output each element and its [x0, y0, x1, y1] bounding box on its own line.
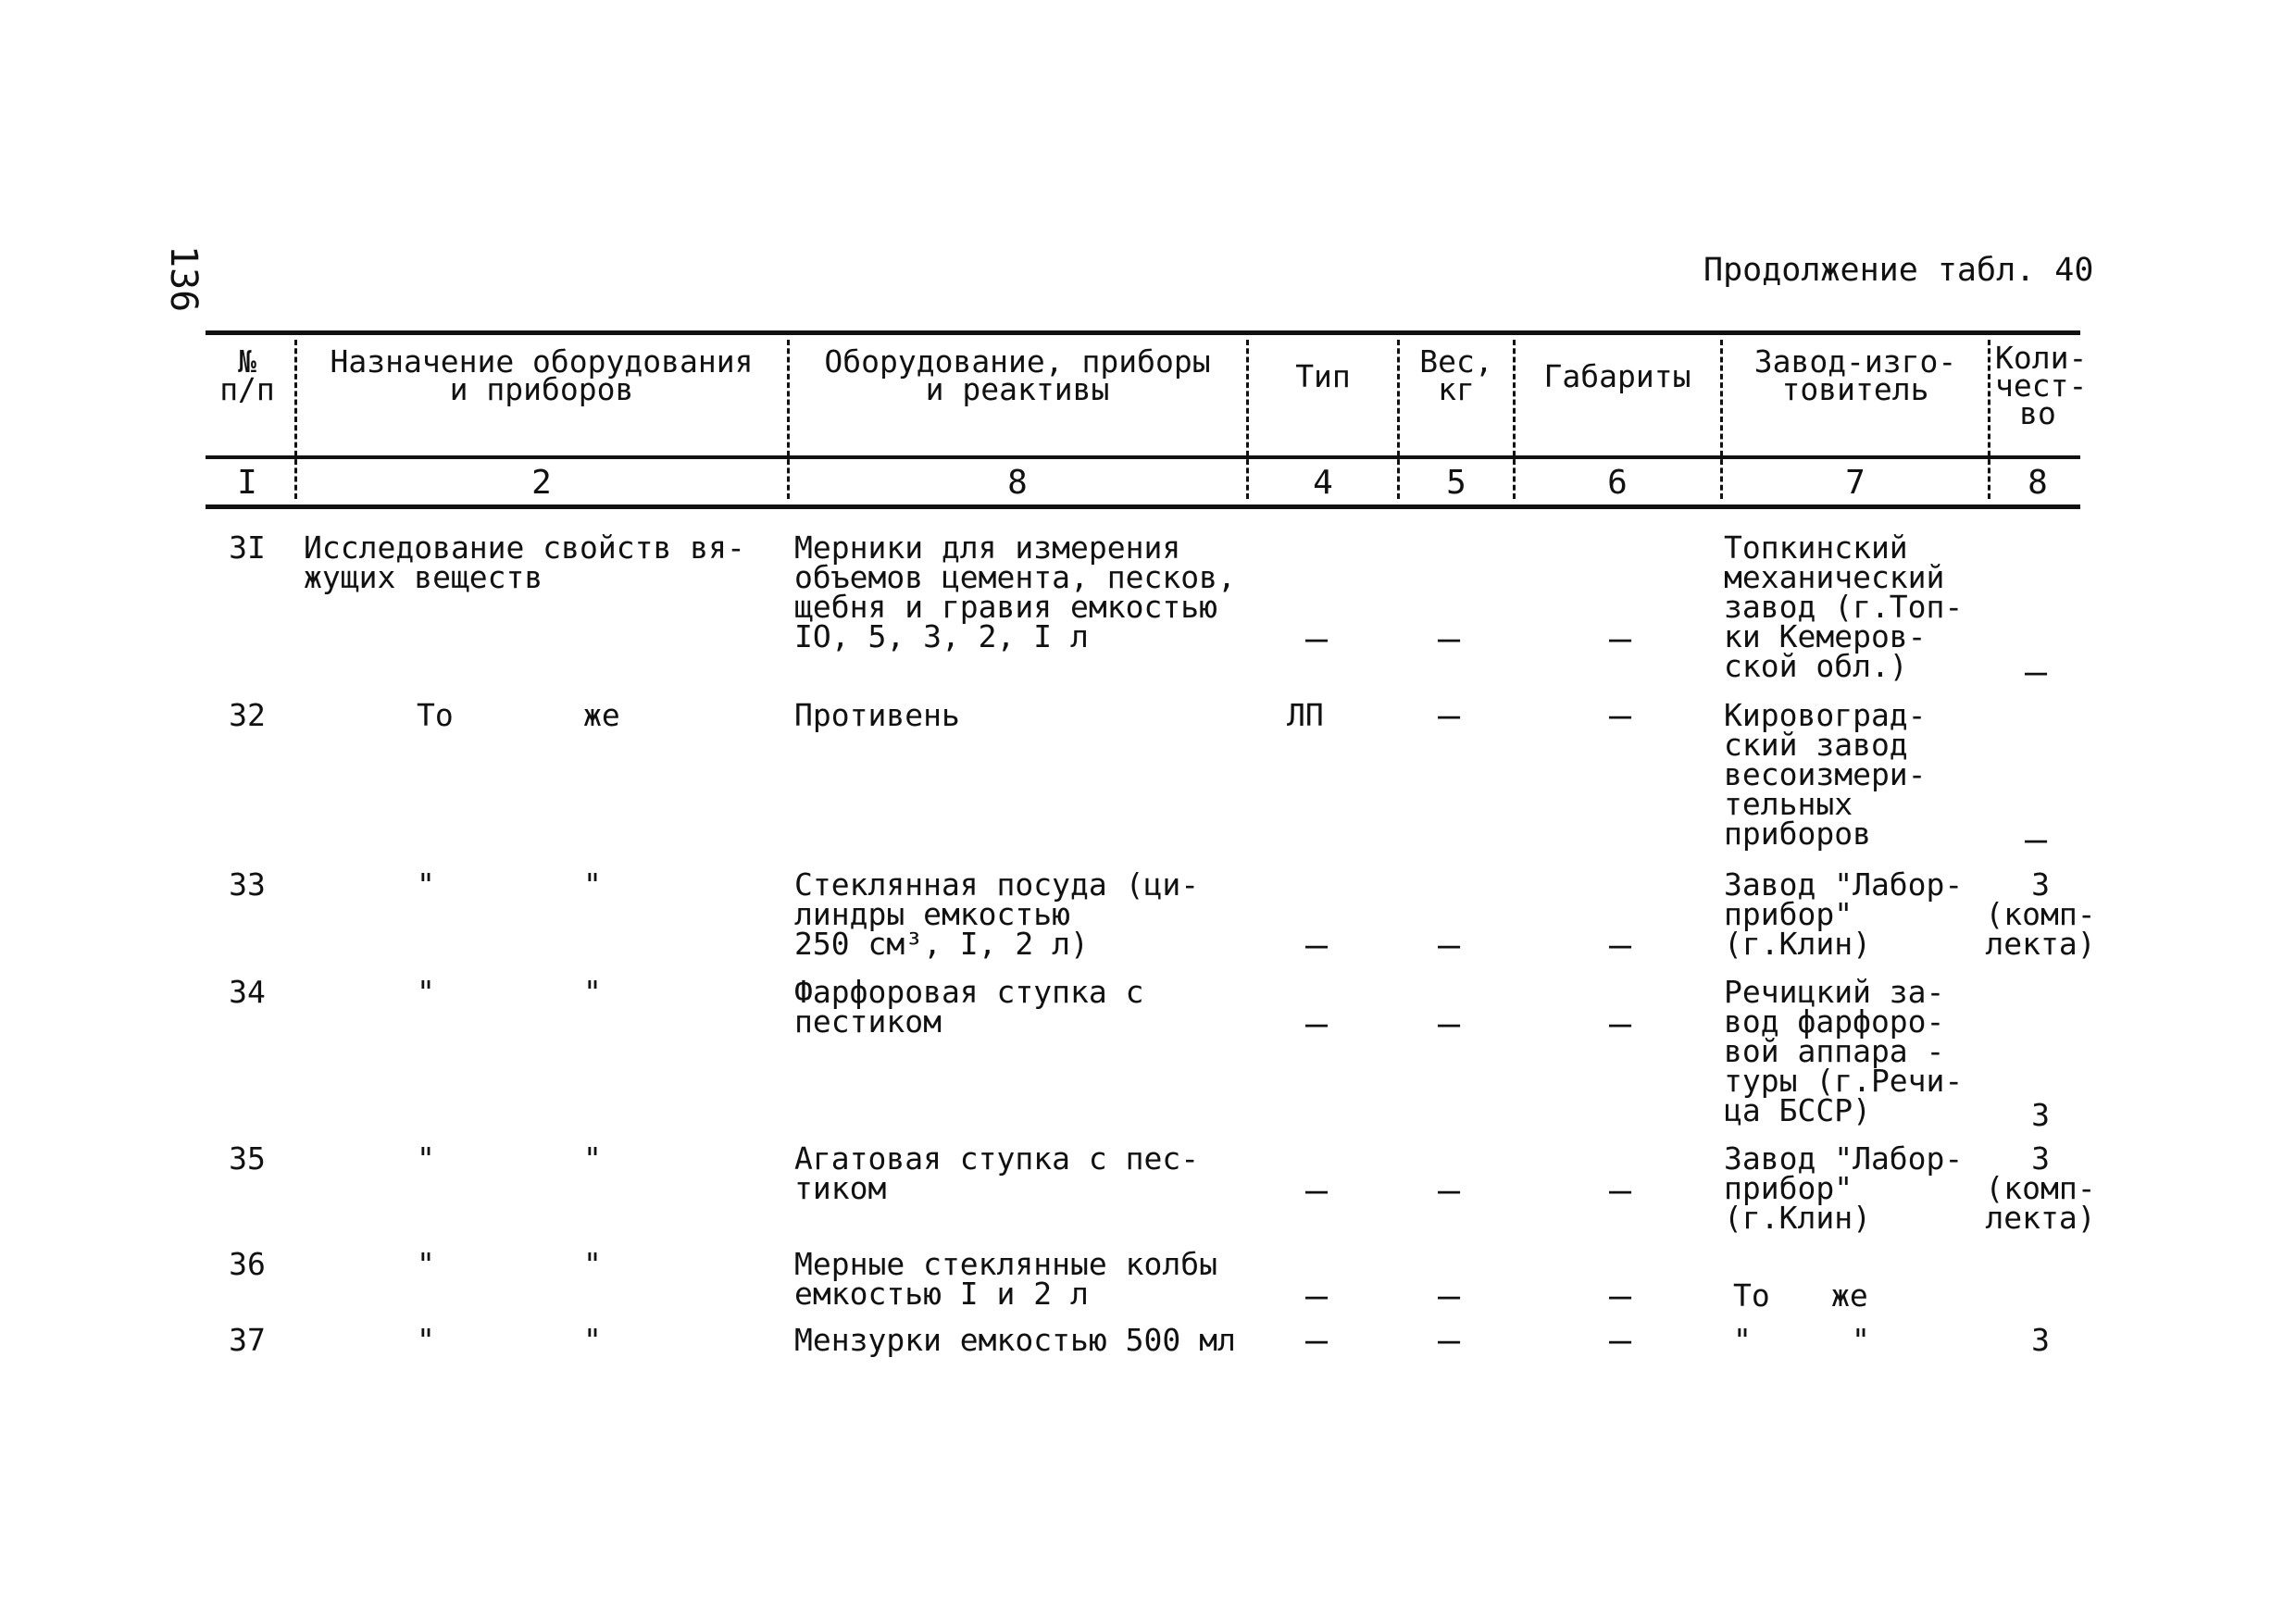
column-number: 8 — [2028, 464, 2048, 502]
dimensions-dash: – — [1609, 694, 1632, 737]
row-purpose-same: же — [583, 697, 620, 733]
column-separator — [1246, 340, 1249, 499]
row-purpose-ditto: " — [583, 1322, 602, 1358]
dimensions-dash: – — [1609, 1275, 1632, 1317]
quantity-dash: – — [2025, 818, 2048, 861]
column-separator — [787, 340, 790, 499]
row-purpose-ditto: " — [417, 974, 435, 1010]
row-quantity: 3 (комп- лекта) — [1985, 1140, 2096, 1236]
column-number: 6 — [1607, 464, 1628, 502]
row-purpose-ditto: " — [417, 1322, 435, 1358]
column-numbers-rule — [206, 504, 2080, 509]
row-manufacturer-same: же — [1831, 1277, 1868, 1314]
row-number: 32 — [229, 697, 266, 733]
table-top-rule — [206, 330, 2080, 335]
row-quantity: 3 (комп- лекта) — [1985, 866, 2096, 962]
row-purpose-ditto: " — [417, 866, 435, 903]
row-number: 34 — [229, 974, 266, 1010]
row-number: 37 — [229, 1322, 266, 1358]
row-equipment: Мерные стеклянные колбы емкостью I и 2 л — [794, 1246, 1217, 1312]
dimensions-dash: – — [1609, 1169, 1632, 1212]
table-caption: Продолжение табл. 40 — [1703, 252, 2094, 289]
column-separator — [1720, 340, 1723, 499]
row-manufacturer: Кировоград- ский завод весоизмери- тельных приборов — [1724, 697, 1927, 852]
row-manufacturer-same: То — [1733, 1277, 1770, 1314]
header-purpose: Назначение оборудования и приборов — [330, 343, 754, 407]
row-equipment: Противень — [794, 697, 960, 733]
column-number: 8 — [1007, 464, 1028, 502]
column-separator — [1988, 340, 1990, 499]
column-number: 5 — [1446, 464, 1466, 502]
header-weight: Вес, кг — [1419, 343, 1493, 407]
row-manufacturer: Топкинский механический завод (г.Топ- ки Кемеров- ской обл.) — [1724, 529, 1964, 684]
type-dash: – — [1305, 617, 1329, 660]
row-purpose-same: То — [417, 697, 454, 733]
column-separator — [294, 340, 297, 499]
row-quantity: 3 — [2031, 1322, 2050, 1358]
weight-dash: – — [1438, 1003, 1461, 1045]
dimensions-dash: – — [1609, 617, 1632, 660]
row-purpose-ditto: " — [417, 1246, 435, 1282]
row-purpose-ditto: " — [583, 1140, 602, 1177]
row-purpose-ditto: " — [583, 974, 602, 1010]
row-equipment: Фарфоровая ступка с пестиком — [794, 974, 1144, 1040]
row-number: 35 — [229, 1140, 266, 1177]
row-equipment: Агатовая ступка с пес- тиком — [794, 1140, 1200, 1206]
type-dash: – — [1305, 1003, 1329, 1045]
type-dash: – — [1305, 1319, 1329, 1362]
type-dash: – — [1305, 1169, 1329, 1212]
row-equipment: Мензурки емкостью 500 мл — [794, 1322, 1236, 1358]
column-number: 2 — [531, 464, 552, 502]
header-quantity: Коли- чест- во — [1995, 340, 2088, 431]
weight-dash: – — [1438, 617, 1461, 660]
row-type: ЛП — [1287, 697, 1324, 733]
row-number: 3I — [229, 529, 266, 566]
row-manufacturer: Завод "Лабор- прибор" (г.Клин) — [1724, 866, 1964, 962]
dimensions-dash: – — [1609, 924, 1632, 966]
row-equipment: Стеклянная посуда (ци- линдры емкостью 250 см³, I, 2 л) — [794, 866, 1200, 962]
row-purpose: Исследование свойств вя- жущих веществ — [304, 529, 745, 595]
row-manufacturer: Речицкий за- вод фарфоро- вой аппара - туры (г.Речи- ца БССР) — [1724, 974, 1964, 1128]
header-type: Тип — [1295, 358, 1351, 394]
column-number: 7 — [1845, 464, 1866, 502]
column-number: 4 — [1313, 464, 1333, 502]
quantity-dash: – — [2025, 651, 2048, 693]
weight-dash: – — [1438, 1319, 1461, 1362]
header-manufacturer: Завод-изго- товитель — [1753, 343, 1957, 407]
column-separator — [1397, 340, 1400, 499]
type-dash: – — [1305, 924, 1329, 966]
row-number: 33 — [229, 866, 266, 903]
row-purpose-ditto: " — [583, 866, 602, 903]
weight-dash: – — [1438, 694, 1461, 737]
header-number: № п/п — [219, 343, 275, 407]
header-equipment: Оборудование, приборы и реактивы — [824, 343, 1211, 407]
row-manufacturer: Завод "Лабор- прибор" (г.Клин) — [1724, 1140, 1964, 1236]
row-manufacturer-ditto: " — [1733, 1322, 1752, 1358]
row-quantity: 3 — [2031, 1097, 2050, 1133]
column-separator — [1513, 340, 1516, 499]
header-dimensions: Габариты — [1543, 358, 1691, 394]
type-dash: – — [1305, 1275, 1329, 1317]
row-equipment: Мерники для измерения объемов цемента, песков, щебня и гравия емкостью IO, 5, 3, 2, I л — [794, 529, 1236, 654]
weight-dash: – — [1438, 1169, 1461, 1212]
row-purpose-ditto: " — [417, 1140, 435, 1177]
dimensions-dash: – — [1609, 1003, 1632, 1045]
row-number: 36 — [229, 1246, 266, 1282]
header-bottom-rule — [206, 455, 2080, 459]
column-number: I — [237, 464, 257, 502]
dimensions-dash: – — [1609, 1319, 1632, 1362]
weight-dash: – — [1438, 924, 1461, 966]
row-purpose-ditto: " — [583, 1246, 602, 1282]
weight-dash: – — [1438, 1275, 1461, 1317]
row-manufacturer-ditto: " — [1852, 1322, 1870, 1358]
page-number: 136 — [162, 245, 205, 313]
